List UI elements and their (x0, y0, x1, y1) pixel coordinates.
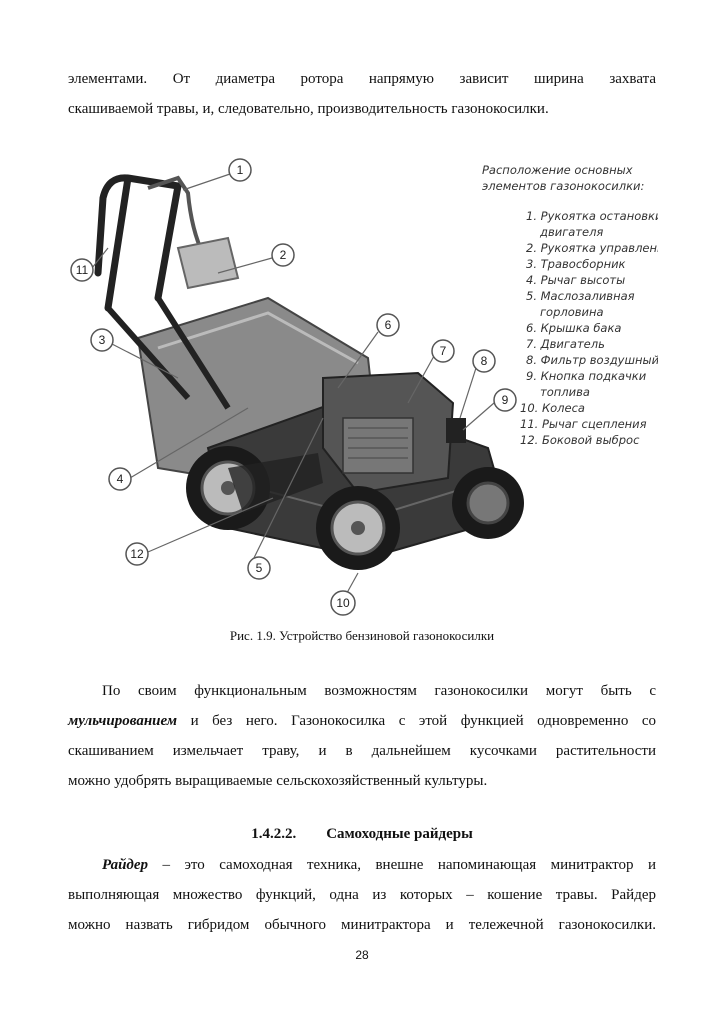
text-line: скашиванием измельчает траву, и в дальнейшем кусочками растительности (68, 743, 656, 759)
callout-9: 9 (501, 393, 509, 407)
text-line (68, 706, 656, 736)
section-title: Самоходные райдеры (326, 826, 473, 842)
section-heading (0, 826, 724, 843)
top-paragraph (68, 64, 656, 124)
legend-title: Расположение основных (482, 163, 633, 177)
legend-item: 7. Двигатель (526, 337, 605, 351)
legend-item: 11. Рычаг сцепления (520, 417, 647, 431)
handle-bar (98, 178, 178, 308)
legend-item: 10. Колеса (520, 401, 585, 415)
callout-4: 4 (116, 472, 124, 486)
callout-5: 5 (255, 561, 263, 575)
text-line: можно удобрять выращиваемые сельскохозяйственный культуры. (68, 773, 488, 789)
text-span: и без него. Газонокосилка с этой функцией одновременно со (177, 713, 656, 729)
legend-item: 8. Фильтр воздушный (526, 353, 658, 367)
text-line: скашиваемой травы, и, следовательно, производительность газонокосилки. (68, 101, 549, 117)
text-line: элементами. От диаметра ротора напрямую зависит ширина захвата (68, 71, 656, 87)
callout-7: 7 (439, 344, 447, 358)
legend-item: 4. Рычаг высоты (526, 273, 626, 287)
callout-10: 10 (336, 596, 350, 610)
callout-11: 11 (75, 263, 89, 277)
text-line: можно назвать гибридом обычного минитрактора и тележечной газонокосилки. (68, 917, 656, 933)
callout-1: 1 (236, 163, 244, 177)
paragraph-rider (68, 850, 656, 940)
text-span: – это самоходная техника, внешне напоминающая минитрактор и (148, 857, 656, 873)
section-number: 1.4.2.2. (251, 826, 297, 842)
callout-3: 3 (98, 333, 106, 347)
text-line: По своим функциональным возможностям газонокосилки могут быть с (102, 683, 656, 699)
legend-title: элементов газонокосилки: (482, 179, 645, 193)
legend-item: горловина (540, 305, 604, 319)
emphasis-term: мульчированием (68, 713, 178, 729)
legend-item: двигателя (540, 225, 604, 239)
legend-item: 3. Травосборник (526, 257, 626, 271)
callout-8: 8 (480, 354, 488, 368)
wheel-front (316, 486, 400, 570)
text-line: выполняющая множество функций, одна из которых – кошение травы. Райдер (68, 887, 656, 903)
figure-caption: Рис. 1.9. Устройство бензиновой газонокосилки (229, 628, 495, 643)
wheel-right (452, 467, 524, 539)
page-number: 28 (355, 948, 369, 962)
legend-item: 12. Боковой выброс (520, 433, 640, 447)
legend-item: топлива (540, 385, 590, 399)
legend-item: 1. Рукоятка остановки (526, 209, 658, 223)
legend-item: 2. Рукоятка управления (526, 241, 658, 255)
legend-item: 5. Маслозаливная (526, 289, 635, 303)
callout-12: 12 (130, 547, 144, 561)
text-line (68, 850, 656, 880)
legend-item: 6. Крышка бака (526, 321, 622, 335)
callout-2: 2 (279, 248, 287, 262)
paragraph-mulching (68, 676, 656, 796)
lawnmower-illustration (68, 148, 658, 620)
legend-item: 9. Кнопка подкачки (526, 369, 647, 383)
callout-6: 6 (384, 318, 392, 332)
lawnmower-figure (68, 148, 658, 620)
emphasis-term: Райдер (102, 857, 149, 873)
